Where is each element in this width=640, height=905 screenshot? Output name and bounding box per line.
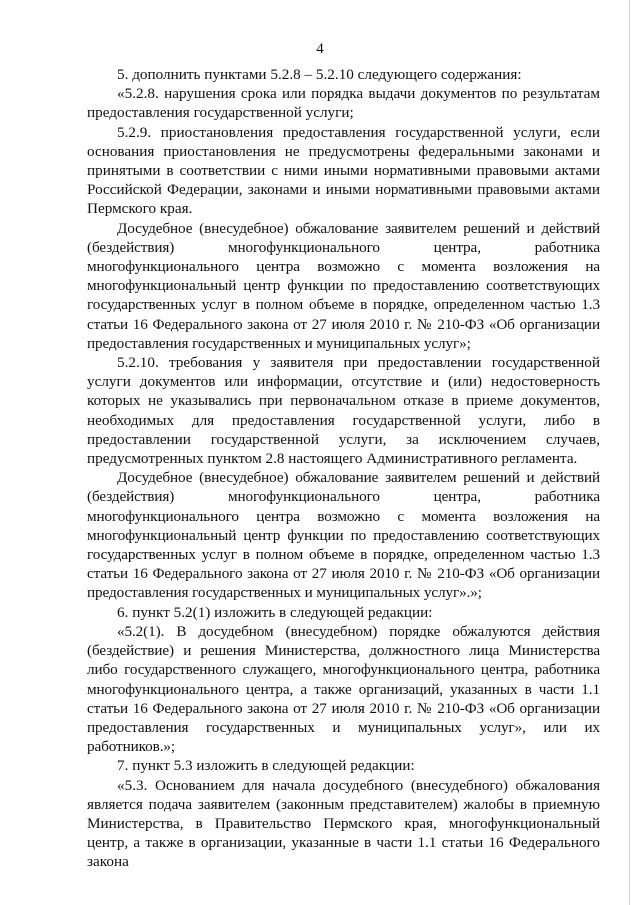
document-body	[87, 65, 600, 872]
paragraph-5-3: «5.3. Основанием для начала досудебного (внесудебного) обжалования является подача заявителем (законным представителем) жалобы в приемную Министерства, в Правительство Пермского края, многофункциональный центр, а также в организации, указанные в части 1.1 статьи 16 Федерального закона	[87, 776, 600, 871]
paragraph-item-6-intro: 6. пункт 5.2(1) изложить в следующей редакции:	[117, 603, 433, 621]
paragraph-5-2-10: 5.2.10. требования у заявителя при предоставлении государственной услуги документов или информации, отсутствие и (или) недостоверность которых не указывались при первоначальном отказе в приеме документов, необходимых для предоставления государственной услуги, либо в предоставлении государственной услуги, за исключением случаев, предусмотренных пунктом 2.8 настоящего Административного регламента.	[87, 354, 600, 468]
paragraph-5-2-8: «5.2.8. нарушения срока или порядка выдачи документов по результатам предоставления государственной услуги;	[87, 85, 600, 122]
scan-edge-line	[629, 0, 630, 905]
paragraph-item-7-intro: 7. пункт 5.3 изложить в следующей редакции:	[117, 757, 415, 775]
paragraph-mfc-appeal-2: Досудебное (внесудебное) обжалование заявителем решений и действий (бездействия) многофункционального центра, работника многофункционального центра возможно с момента возложения на многофункциональный центр функции по предоставлению соответствующих государственных услуг в полном объеме в порядке, определенном частью 1.3 статьи 16 Федерального закона от 27 июля 2010 г. № 210-ФЗ «Об организации предоставления государственных и муниципальных услуг».»;	[87, 469, 600, 602]
paragraph-item-5-intro: 5. дополнить пунктами 5.2.8 – 5.2.10 следующего содержания:	[117, 66, 522, 83]
paragraph-5-2-1: «5.2(1). В досудебном (внесудебном) порядке обжалуются действия (бездействие) и решения Министерства, должностного лица Министерства либо государственного служащего, многофункционального центра, работника многофункционального центра, а также организаций, указанных в части 1.1 статьи 16 Федерального закона от 27 июля 2010 г. № 210-ФЗ «Об организации предоставления государственных и муниципальных услуг», или их работников.»;	[87, 622, 600, 756]
page-number: 4	[316, 41, 324, 57]
paragraph-5-2-9: 5.2.9. приостановления предоставления государственной услуги, если основания приостановления не предусмотрены федеральными законами и принятыми в соответствии с ними иными нормативными правовыми актами Российской Федерации, законами и иными нормативными правовыми актами Пермского края.	[87, 123, 600, 218]
paragraph-mfc-appeal-1: Досудебное (внесудебное) обжалование заявителем решений и действий (бездействия) многофункционального центра, работника многофункционального центра возможно с момента возложения на многофункциональный центр функции по предоставлению соответствующих государственных услуг в полном объеме в порядке, определенном частью 1.3 статьи 16 Федерального закона от 27 июля 2010 г. № 210-ФЗ «Об организации предоставления государственных и муниципальных услуг»;	[87, 219, 600, 352]
